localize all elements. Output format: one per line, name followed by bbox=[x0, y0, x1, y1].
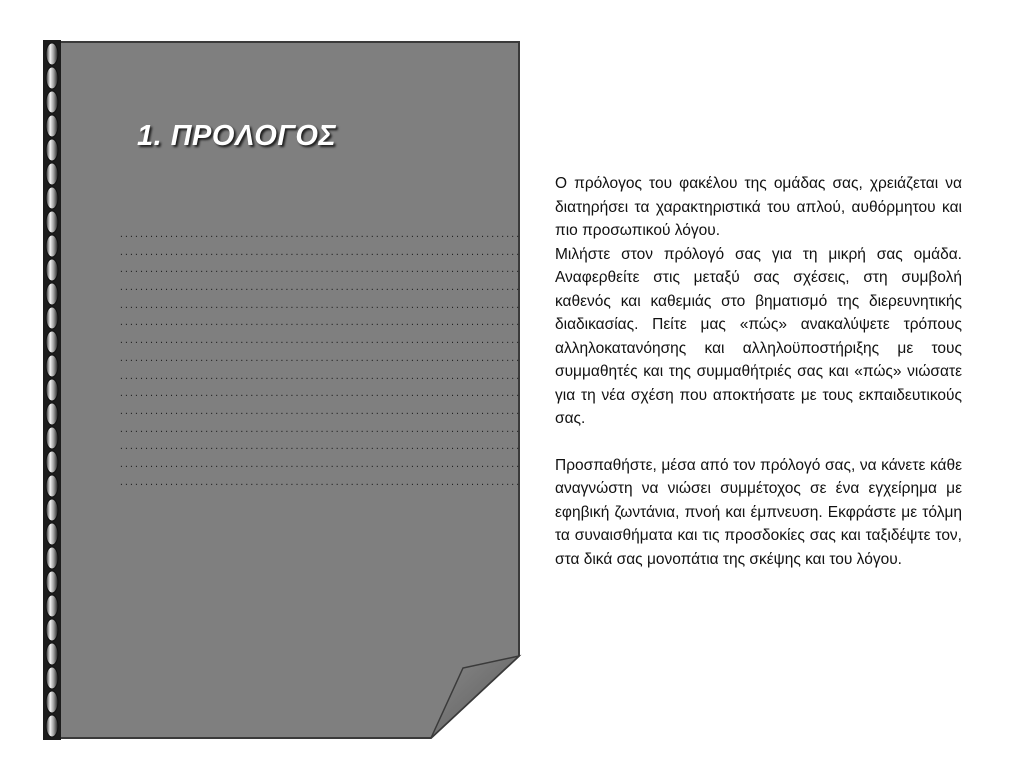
folder-illustration bbox=[43, 40, 521, 740]
dotted-writing-lines bbox=[119, 226, 521, 491]
spine-link bbox=[46, 307, 58, 329]
instructions-text bbox=[555, 172, 962, 571]
spine-link bbox=[46, 139, 58, 161]
spine-link bbox=[46, 331, 58, 353]
dotted-line: ................................................................................ bbox=[119, 477, 521, 487]
spine-link bbox=[46, 451, 58, 473]
paragraph-1: Ο πρόλογος του φακέλου της ομάδας σας, χρειάζεται να διατηρήσει τα χαρακτηριστικά του απλού, αυθόρμητου και πιο προσωπικού λόγου. bbox=[555, 175, 962, 239]
spine-link bbox=[46, 91, 58, 113]
spine-link bbox=[46, 499, 58, 521]
spine-link bbox=[46, 571, 58, 593]
spine-link bbox=[46, 595, 58, 617]
spine-link bbox=[46, 259, 58, 281]
spine-link bbox=[46, 211, 58, 233]
dotted-line: ................................................................................ bbox=[119, 300, 521, 310]
spine-link bbox=[46, 43, 58, 65]
dotted-line: ................................................................................ bbox=[119, 353, 521, 363]
dotted-line: ................................................................................ bbox=[119, 318, 521, 328]
dotted-line: ................................................................................ bbox=[119, 424, 521, 434]
dotted-line: ................................................................................ bbox=[119, 247, 521, 257]
paragraph-3: Προσπαθήστε, μέσα από τον πρόλογό σας, να κάνετε κάθε αναγνώστη να νιώσει συμμέτοχος σε ένα εγχείρημα με εφηβική ζωντάνια, πνοή και έμπνευση. Εκφράστε με τόλμη τα συναισθήματα και τις προσδοκίες σας και ταξιδέψτε τον, στα δικά σας μονοπάτια της σκέψης και του λόγου. bbox=[555, 456, 962, 568]
spine-link bbox=[46, 379, 58, 401]
spine-link bbox=[46, 643, 58, 665]
dotted-line: ................................................................................ bbox=[119, 265, 521, 275]
dotted-line: ................................................................................ bbox=[119, 406, 521, 416]
spine-link bbox=[46, 619, 58, 641]
spine-link bbox=[46, 355, 58, 377]
spine-link bbox=[46, 115, 58, 137]
spine-link bbox=[46, 715, 58, 737]
spine-link bbox=[46, 667, 58, 689]
paragraph-gap bbox=[555, 431, 962, 454]
spine-link bbox=[46, 427, 58, 449]
spine-link bbox=[46, 475, 58, 497]
dotted-line: ................................................................................ bbox=[119, 336, 521, 346]
spine-link bbox=[46, 163, 58, 185]
spine-link bbox=[46, 235, 58, 257]
dotted-line: ................................................................................ bbox=[119, 442, 521, 452]
spine-pattern bbox=[46, 43, 58, 737]
dotted-line: ................................................................................ bbox=[119, 283, 521, 293]
dotted-line: ................................................................................ bbox=[119, 389, 521, 399]
paragraph-2: Μιλήστε στον πρόλογό σας για τη μικρή σας ομάδα. Αναφερθείτε στις μεταξύ σας σχέσεις, στη συμβολή καθενός και καθεμιάς στο βηματισμό της διερευνητικής διαδικασίας. Πείτε μας «πώς» ανακαλύψετε τρόπους αλληλοκατανόησης και αλληλοϋποστήριξης με τους συμμαθητές και της συμμαθήτριές σας και «πώς» νιώσατε για τη νέα σχέση που αποκτήσατε με τους εκπαιδευτικούς σας. bbox=[555, 245, 962, 427]
spine-link bbox=[46, 547, 58, 569]
folder-title: 1. ΠΡΟΛΟΓΟΣ bbox=[137, 120, 337, 152]
spine-link bbox=[46, 187, 58, 209]
dotted-line: ................................................................................ bbox=[119, 459, 521, 469]
spine-link bbox=[46, 403, 58, 425]
spine-link bbox=[46, 67, 58, 89]
spine-link bbox=[46, 523, 58, 545]
dotted-line: ................................................................................ bbox=[119, 371, 521, 381]
spine-link bbox=[46, 691, 58, 713]
spine-link bbox=[46, 283, 58, 305]
dotted-line: ................................................................................ bbox=[119, 230, 521, 239]
